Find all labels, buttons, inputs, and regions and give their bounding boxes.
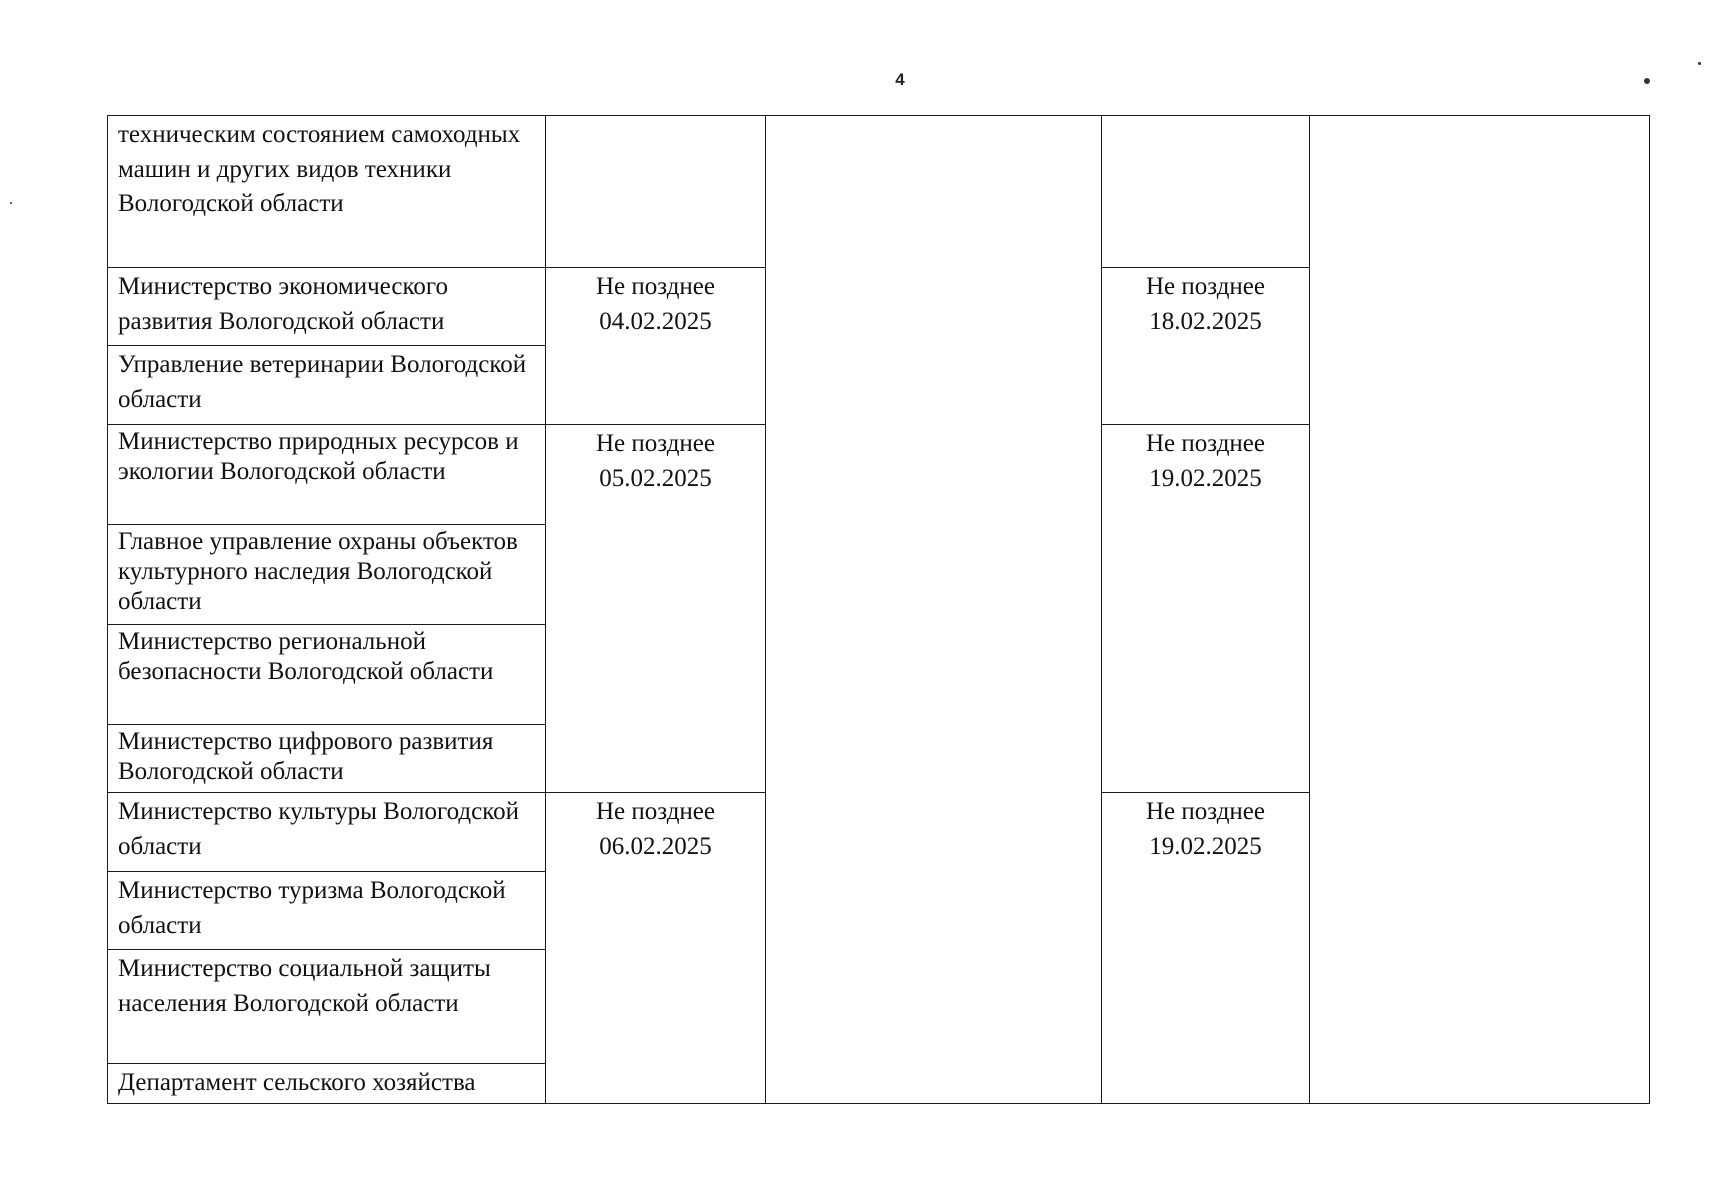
org-cell: Министерство экономического развития Вологодской области xyxy=(108,268,546,346)
deadline-label: Не позднее xyxy=(596,273,715,300)
deadline-label: Не позднее xyxy=(596,798,715,825)
deadline-label: Не позднее xyxy=(1146,798,1265,825)
deadline-cell-1 xyxy=(546,116,766,268)
deadline-date: 19.02.2025 xyxy=(1149,832,1262,860)
scan-speck xyxy=(1644,78,1650,84)
deadline-label: Не позднее xyxy=(596,430,715,457)
org-cell: Министерство культуры Вологодской области xyxy=(108,793,546,872)
org-cell: техническим состоянием самоходных машин и других видов техники Вологодской области xyxy=(108,116,546,268)
org-cell: Главное управление охраны объектов культурного наследия Вологодской области xyxy=(108,525,546,625)
deadline-cell-2 xyxy=(1102,793,1310,1104)
schedule-table xyxy=(107,115,1650,1104)
org-cell: Департамент сельского хозяйства xyxy=(108,1064,546,1104)
org-cell: Министерство природных ресурсов и экологии Вологодской области xyxy=(108,425,546,525)
scan-speck xyxy=(10,202,12,204)
deadline-date: 18.02.2025 xyxy=(1149,307,1262,335)
org-cell: Управление ветеринарии Вологодской области xyxy=(108,346,546,425)
scan-speck xyxy=(1698,62,1701,65)
deadline-date: 19.02.2025 xyxy=(1149,464,1262,492)
page-number: 4 xyxy=(895,70,905,89)
deadline-cell-2 xyxy=(1102,116,1310,268)
org-cell: Министерство региональной безопасности Вологодской области xyxy=(108,625,546,725)
deadline-label: Не позднее xyxy=(1146,430,1265,457)
deadline-cell-1 xyxy=(546,268,766,425)
deadline-label: Не позднее xyxy=(1146,273,1265,300)
deadline-cell-2 xyxy=(1102,425,1310,793)
empty-column-cell xyxy=(1310,116,1650,1104)
org-cell: Министерство цифрового развития Вологодской области xyxy=(108,725,546,793)
deadline-date: 04.02.2025 xyxy=(599,307,712,335)
deadline-cell-1 xyxy=(546,793,766,1104)
org-cell: Министерство туризма Вологодской области xyxy=(108,872,546,950)
table-row xyxy=(108,116,1650,268)
deadline-cell-2 xyxy=(1102,268,1310,425)
deadline-date: 06.02.2025 xyxy=(599,832,712,860)
deadline-cell-1 xyxy=(546,425,766,793)
empty-column-cell xyxy=(766,116,1102,1104)
org-cell: Министерство социальной защиты населения Вологодской области xyxy=(108,950,546,1064)
deadline-date: 05.02.2025 xyxy=(599,464,712,492)
